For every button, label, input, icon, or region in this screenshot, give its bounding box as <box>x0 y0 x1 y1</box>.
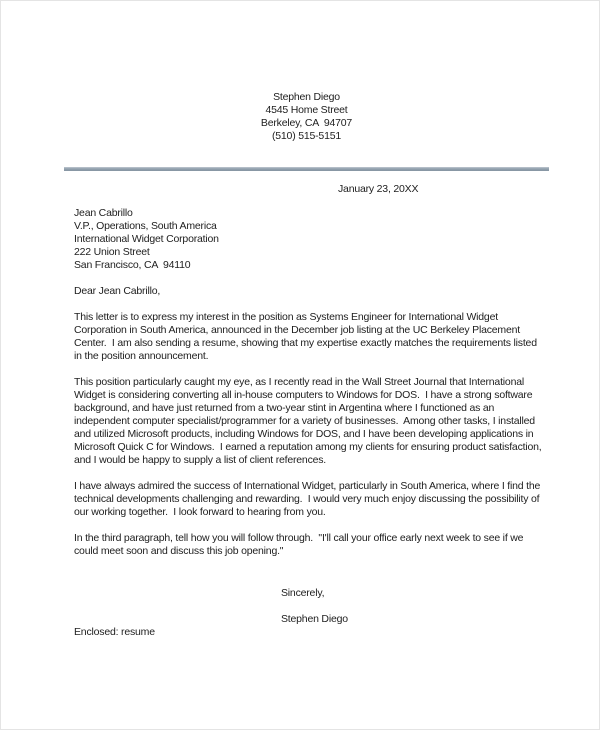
recipient-title: V.P., Operations, South America <box>74 220 217 232</box>
sender-street: 4545 Home Street <box>265 104 348 116</box>
sender-name: Stephen Diego <box>273 91 340 103</box>
signature-name: Stephen Diego <box>281 613 348 625</box>
recipient-block <box>74 207 547 272</box>
valediction: Sincerely, <box>281 587 325 599</box>
date-line: January 23, 20XX <box>338 183 419 195</box>
recipient-street: 222 Union Street <box>74 246 150 258</box>
recipient-company: International Widget Corporation <box>74 233 219 245</box>
recipient-city-state-zip: San Francisco, CA 94110 <box>74 259 191 271</box>
signature-block <box>281 587 547 626</box>
body-paragraph-3: I have always admired the success of International Widget, particularly in South America, where I find the technical developments challenging and rewarding. I would very much enjoy discussing the possibility of our working together. I look forward to hearing from you. <box>74 480 543 518</box>
body-paragraph-2: This position particularly caught my eye, as I recently read in the Wall Street Journal that International Widget is considering converting all in-house computers to Windows for DOS. I have a strong software background, and have just returned from a two-year stint in Argentina where I functioned as an independent computer specialist/programmer for a variety of businesses. Among other tasks, I installed and utilized Microsoft products, including Windows for DOS, and I have been developing applications in Microsoft Quick C for Windows. I earned a reputation among my clients for ensuring product satisfaction, and I would be happy to supply a list of client references. <box>74 376 545 466</box>
salutation: Dear Jean Cabrillo, <box>74 285 161 297</box>
sender-phone: (510) 515-5151 <box>271 130 341 142</box>
body-paragraph-1: This letter is to express my interest in the position as Systems Engineer for International Widget Corporation in South America, announced in the December job listing at the UC Berkeley Placement Center. I am also sending a resume, showing that my expertise exactly matches the requirements listed in the position announcement. <box>74 311 540 362</box>
letter-content <box>1 1 599 729</box>
body-paragraph-4: In the third paragraph, tell how you will follow through. "I'll call your office early next week to see if we could meet soon and discuss this job opening." <box>74 532 526 557</box>
divider-rule <box>64 167 549 171</box>
recipient-name: Jean Cabrillo <box>74 207 133 219</box>
enclosure-line: Enclosed: resume <box>74 626 155 638</box>
sender-block <box>64 91 549 143</box>
sender-city-state-zip: Berkeley, CA 94707 <box>260 117 353 129</box>
